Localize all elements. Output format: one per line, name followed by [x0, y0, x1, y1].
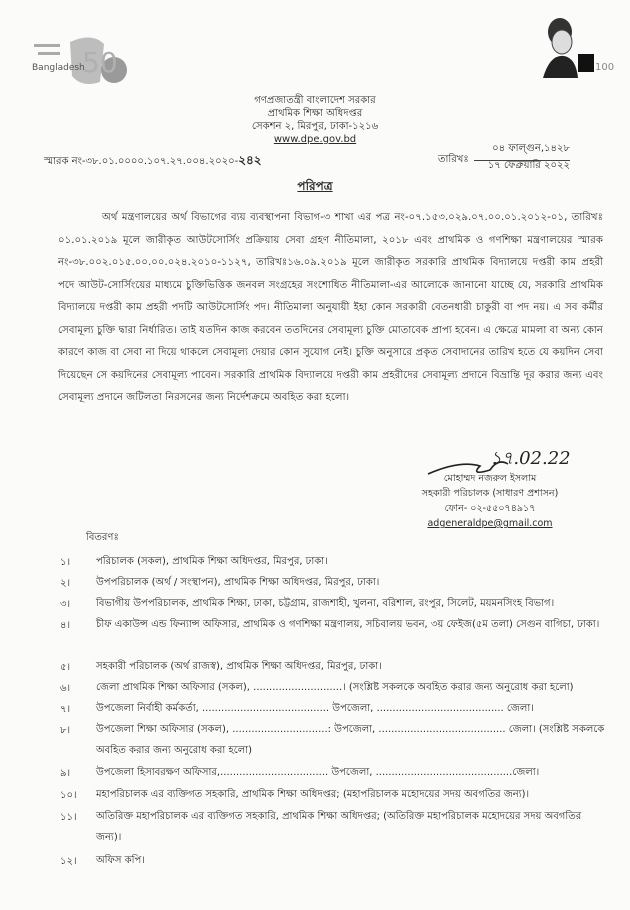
- signature-date: ১৭.02.22: [490, 448, 571, 469]
- distribution-item: চীফ একাউন্স এন্ড ফিন্যান্স অফিসার, প্রাথমিক ও গণশিক্ষা মন্ত্রণালয়, সচিবালয় ভবন, ৩য় ফেইজ(৫ম তলা) সেগুন বাগিচা, ঢাকা।: [96, 619, 600, 630]
- svg-text:50: 50: [82, 46, 118, 79]
- mujib-borsho-logo: [538, 14, 618, 79]
- distribution-item-number: ৪।: [60, 620, 71, 631]
- date-english: ১৭ ফেব্রুয়ারি ২০২২: [487, 160, 570, 171]
- signatory-designation: সহকারী পরিচালক (সাধারণ প্রশাসন): [421, 488, 559, 499]
- distribution-item-number: ১।: [60, 557, 71, 568]
- distribution-item: বিভাগীয় উপপরিচালক, প্রাথমিক শিক্ষা, ঢাকা, চট্টগ্রাম, রাজশাহী, খুলনা, বরিশাল, রংপুর, সিলেট, ময়মনসিংহ বিভাগ।: [96, 598, 555, 609]
- document-title-wrap: [0, 178, 630, 198]
- distribution-item: উপপরিচালক (অর্থ / সংস্থাপন), প্রাথমিক শিক্ষা অধিদপ্তর, মিরপুর, ঢাকা।: [96, 577, 380, 588]
- header-address: সেকশন ২, মিরপুর, ঢাকা-১২১৬: [251, 121, 379, 132]
- distribution-item: অতিরিক্ত মহাপরিচালক এর ব্যক্তিগত সহকারি, প্রাথমিক শিক্ষা অধিদপ্তর; (অতিরিক্ত মহাপরিচালক মহোদয়ের সদয় অবগতির জন্য)।: [96, 811, 582, 843]
- distribution-item: জেলা প্রাথমিক শিক্ষা অফিসার (সকল), ............................। (সংশ্লিষ্ট সকলকে অবহিত করার জন্য অনুরোধ করা হলো): [96, 682, 574, 693]
- distribution-item: পরিচালক (সকল), প্রাথমিক শিক্ষা অধিদপ্তর, মিরপুর, ঢাকা।: [96, 556, 328, 567]
- date-label: তারিখঃ: [438, 154, 469, 165]
- distribution-item-number: ৯।: [60, 768, 71, 779]
- memo-number-suffix: ২৪২: [238, 153, 262, 167]
- distribution-item: উপজেলা হিসাবরক্ষণ অফিসার,.................................. উপজেলা, ...........................................জেলা।: [96, 767, 540, 778]
- distribution-item-number: ২।: [60, 578, 71, 589]
- signatory-phone: ফোন- ০২-৫৫০৭৪৯১৭: [444, 503, 536, 514]
- distribution-item-number: ৫।: [60, 662, 71, 673]
- document-title: পরিপত্র: [297, 179, 333, 193]
- distribution-item-number: ৮।: [60, 725, 71, 736]
- header-department: প্রাথমিক শিক্ষা অধিদপ্তর: [267, 108, 363, 119]
- distribution-item: উপজেলা নির্বাহী কর্মকর্তা, ........................................ উপজেলা, ........................................ জেলা।: [96, 703, 534, 714]
- distribution-item-number: ১২।: [60, 856, 77, 867]
- distribution-item: মহাপরিচালক এর ব্যক্তিগত সহকারি, প্রাথমিক শিক্ষা অধিদপ্তর; (মহাপরিচালক মহোদয়ের সদয় অবগতির জন্য)।: [96, 789, 530, 800]
- distribution-item-number: ৩।: [60, 599, 71, 610]
- memo-number: [44, 152, 262, 172]
- svg-text:100: 100: [595, 62, 615, 73]
- signatory-email-link[interactable]: adgeneraldpe@gmail.com: [427, 518, 553, 529]
- distribution-item: উপজেলা শিক্ষা অফিসার (সকল), ..............................: উপজেলা, ........................................ জেলা। (সংশ্লিষ্ট সকলকে অবহিত করার জন্য অনুরোধ করা হলো): [96, 724, 605, 756]
- bangladesh-50-logo: [22, 30, 132, 90]
- distribution-item: অফিস কপি।: [96, 855, 145, 866]
- header-website-link[interactable]: www.dpe.gov.bd: [273, 134, 357, 145]
- distribution-item-number: ১০।: [60, 790, 77, 801]
- memo-number-prefix: স্মারক নং-৩৮.০১.০০০০.১০৭.২৭.০০৪.২০২০-: [44, 156, 239, 167]
- body-paragraph: অর্থ মন্ত্রণালয়ের অর্থ বিভাগের ব্যয় ব্যবস্থাপনা বিভাগ-৩ শাখা এর পত্র নং-০৭.১৫৩.০২৯.০৭.০০.০১.২০১২-০১, তারিখঃ ০১.০১.২০১৯ মূলে জারীকৃত আউটসোর্সিং প্রক্রিয়ায় সেবা গ্রহণ নীতিমালা, ২০১৮ এবং প্রাথমিক ও গণশিক্ষা মন্ত্রণালয়ের স্মারক নং-৩৮.০০২.০১৫.০০.০০.০২৪.২০১০-১১২৭, তারিখঃ১৬.০৯.২০১৯ মূলে জারীকৃত সরকারি প্রাথমিক বিদ্যালয়ে দপ্তরী কাম প্রহরী পদে আউট-সোর্সিংয়ের মাধ্যমে চুক্তিভিত্তিক জনবল সংগ্রহের সংশোধিত নীতিমালা-এর আলোকে জানানো যাচ্ছে যে, সরকারি প্রাথমিক বিদ্যালয়ে দপ্তরী কাম প্রহরী পদটি আউটসোর্সিং পদ। নীতিমালা অনুযায়ী ইহা কোন সরকারী বেতনধারী চাকুরী বা পদ নয়। এ সব কর্মীর সেবামূল্য চুক্তি দ্বারা নির্ধারিত। তাই যতদিন কাজ করবেন ততদিনের সেবামূল্য চুক্তি মোতাবেক প্রাপ্য হবেন। এ ক্ষেত্রে মামলা বা অন্য কোন কারণে কাজ বা সেবা না দিয়ে থাকলে সেবামূল্য দেয়ার কোন সুযোগ নেই। চুক্তি অনুসারে প্রকৃত সেবাদানের তারিখ হতে যে কয়দিন সেবা দিয়েছেন সে কয়দিনের সেবামূল্য পাবেন। সরকারি প্রাথমিক বিদ্যালয়ে দপ্তরী কাম প্রহরীদের সেবামূল্য প্রদানে বিভ্রান্তি দূর করার জন্য এবং সেবামূল্য প্রদানে জটিলতা নিরসনের জন্য নির্দেশক্রমে অবহিত করা হলো।: [58, 212, 603, 403]
- distribution-item-number: ৬।: [60, 683, 71, 694]
- distribution-item-number: ৭।: [60, 704, 71, 715]
- distribution-item-number: ১১।: [60, 812, 77, 823]
- distribution-item: সহকারী পরিচালক (অর্থ রাজস্ব), প্রাথমিক শিক্ষা অধিদপ্তর, মিরপুর, ঢাকা।: [96, 661, 382, 672]
- distribution-label: বিতরণঃ: [86, 532, 119, 543]
- svg-text:Bangladesh: Bangladesh: [32, 63, 85, 73]
- header-government: গণপ্রজাতন্ত্রী বাংলাদেশ সরকার: [254, 95, 376, 106]
- signatory-name: মোহাম্মদ নজরুল ইসলাম: [443, 473, 537, 484]
- date-bangla: ০৪ ফাল্গুন,১৪২৮: [474, 141, 570, 161]
